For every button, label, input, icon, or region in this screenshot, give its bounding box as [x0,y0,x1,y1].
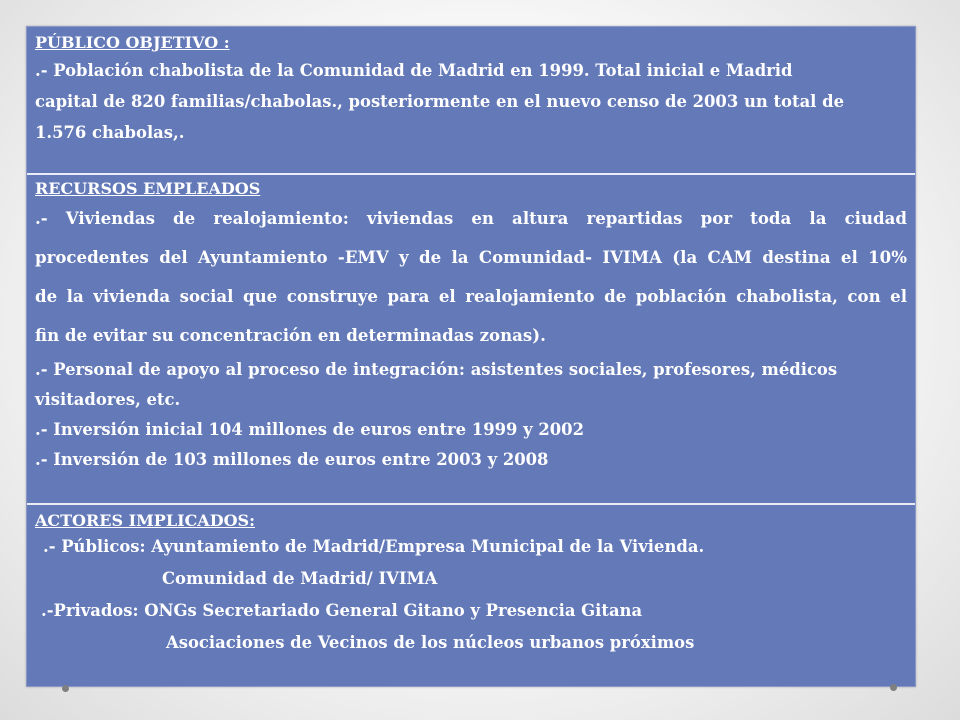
comunidad-line: Comunidad de Madrid/ IVIMA [162,569,438,588]
viviendas-line: procedentes del Ayuntamiento -EMV y de la Comunidad- IVIMA (la CAM destina el 10% [35,247,907,267]
publico-line: 1.576 chabolas,. [35,123,185,142]
inversion-segunda-line: .- Inversión de 103 millones de euros entre 2003 y 2008 [35,450,549,469]
viviendas-line: fin de evitar su concentración en determinadas zonas). [35,325,546,345]
personal-paragraph [35,355,907,415]
publico-line: capital de 820 familias/chabolas., posteriormente en el nuevo censo de 2003 un total de [35,92,845,111]
inversion-inicial-line: .- Inversión inicial 104 millones de euros entre 1999 y 2002 [35,420,584,439]
publico-line: .- Población chabolista de la Comunidad de Madrid en 1999. Total inicial e Madrid [35,61,793,80]
actores-implicados-heading: ACTORES IMPLICADOS: [35,511,255,530]
recursos-empleados-cell [27,175,915,505]
viviendas-paragraph [35,199,907,355]
publico-objetivo-cell [27,27,915,175]
publicos-line: .- Públicos: Ayuntamiento de Madrid/Empresa Municipal de la Vivienda. [43,537,705,556]
decorative-dot-right [890,684,897,691]
recursos-empleados-heading: RECURSOS EMPLEADOS [35,179,261,198]
personal-line: .- Personal de apoyo al proceso de integración: asistentes sociales, profesores, médicos [35,360,838,379]
personal-line: visitadores, etc. [35,390,181,409]
actores-implicados-cell [27,505,915,686]
content-table [26,26,916,687]
publico-objetivo-heading: PÚBLICO OBJETIVO : [35,33,230,52]
publico-objetivo-text [35,55,907,148]
viviendas-line: de la vivienda social que construye para el realojamiento de población chabolista, con el [35,286,907,306]
privados-line: .-Privados: ONGs Secretariado General Gitano y Presencia Gitana [41,601,643,620]
viviendas-line: .- Viviendas de realojamiento: viviendas en altura repartidas por toda la ciudad [35,208,907,228]
decorative-dot-left [62,685,69,692]
asociaciones-line: Asociaciones de Vecinos de los núcleos urbanos próximos [166,633,695,652]
